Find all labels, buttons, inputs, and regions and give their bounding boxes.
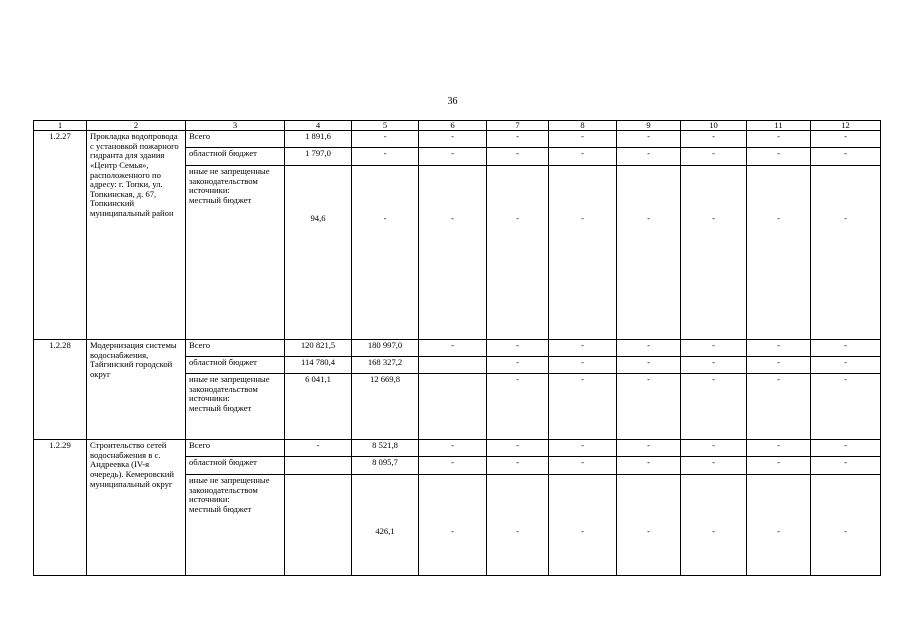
column-header: 7 bbox=[487, 121, 549, 131]
row-code: 1.2.28 bbox=[34, 340, 87, 440]
cell-dash: - bbox=[617, 148, 681, 166]
cell-dash: - bbox=[487, 475, 549, 576]
cell-dash: - bbox=[487, 374, 549, 440]
cell-dash: - bbox=[419, 340, 487, 357]
cell-dash: - bbox=[419, 440, 487, 457]
cell-dash: - bbox=[487, 340, 549, 357]
source-total: Всего bbox=[186, 131, 285, 148]
cell-value: 6 041,1 bbox=[285, 374, 352, 440]
cell-dash: - bbox=[681, 374, 747, 440]
column-header: 11 bbox=[747, 121, 811, 131]
cell-dash: - bbox=[549, 440, 617, 457]
row-code: 1.2.29 bbox=[34, 440, 87, 576]
cell-dash: - bbox=[681, 440, 747, 457]
cell-dash: - bbox=[617, 357, 681, 374]
cell-dash: - bbox=[549, 166, 617, 340]
source-regional: областной бюджет bbox=[186, 357, 285, 374]
column-header: 4 bbox=[285, 121, 352, 131]
cell-dash: - bbox=[747, 148, 811, 166]
cell-dash: - bbox=[617, 440, 681, 457]
row-code: 1.2.27 bbox=[34, 131, 87, 340]
cell-dash: - bbox=[419, 166, 487, 340]
cell-dash: - bbox=[747, 131, 811, 148]
cell-dash: - bbox=[549, 357, 617, 374]
cell-dash: - bbox=[747, 374, 811, 440]
cell-dash: - bbox=[487, 131, 549, 148]
cell-dash: - bbox=[419, 148, 487, 166]
row-name: Модернизация системы водоснабжения, Тайгинский городской округ bbox=[87, 340, 186, 440]
source-other bbox=[186, 166, 285, 340]
column-header: 10 bbox=[681, 121, 747, 131]
cell-dash: - bbox=[811, 475, 881, 576]
cell-dash: - bbox=[549, 340, 617, 357]
cell-dash: - bbox=[811, 166, 881, 340]
source-regional: областной бюджет bbox=[186, 457, 285, 475]
cell-dash: - bbox=[681, 148, 747, 166]
cell-dash: - bbox=[352, 166, 419, 340]
cell-dash: - bbox=[681, 131, 747, 148]
cell-value: 12 669,8 bbox=[352, 374, 419, 440]
cell-dash: - bbox=[681, 166, 747, 340]
cell-dash: - bbox=[747, 166, 811, 340]
cell-dash: - bbox=[487, 357, 549, 374]
source-other bbox=[186, 374, 285, 440]
cell-empty bbox=[285, 475, 352, 576]
cell-value: 1 891,6 bbox=[285, 131, 352, 148]
cell-dash: - bbox=[419, 457, 487, 475]
column-header: 8 bbox=[549, 121, 617, 131]
cell-value: 8 521,8 bbox=[352, 440, 419, 457]
cell-value: 8 095,7 bbox=[352, 457, 419, 475]
cell-dash: - bbox=[747, 357, 811, 374]
cell-empty bbox=[419, 374, 487, 440]
cell-dash: - bbox=[352, 131, 419, 148]
column-header: 3 bbox=[186, 121, 285, 131]
source-local-label: местный бюджет bbox=[189, 503, 252, 514]
column-header: 6 bbox=[419, 121, 487, 131]
cell-empty bbox=[419, 357, 487, 374]
cell-value: 168 327,2 bbox=[352, 357, 419, 374]
cell-dash: - bbox=[617, 131, 681, 148]
source-other-label: иные не запрещенные законодательством источники: bbox=[189, 475, 270, 505]
cell-dash: - bbox=[617, 340, 681, 357]
cell-dash: - bbox=[811, 148, 881, 166]
cell-dash: - bbox=[617, 475, 681, 576]
cell-dash: - bbox=[285, 440, 352, 457]
cell-dash: - bbox=[681, 457, 747, 475]
cell-dash: - bbox=[811, 340, 881, 357]
cell-dash: - bbox=[811, 131, 881, 148]
source-total: Всего bbox=[186, 340, 285, 357]
row-name: Строительство сетей водоснабжения в с. Андреевка (IV-я очередь). Кемеровский муниципальный округ bbox=[87, 440, 186, 576]
cell-dash: - bbox=[487, 148, 549, 166]
cell-empty bbox=[285, 457, 352, 475]
source-other bbox=[186, 475, 285, 576]
cell-dash: - bbox=[747, 440, 811, 457]
column-header: 2 bbox=[87, 121, 186, 131]
cell-dash: - bbox=[549, 148, 617, 166]
cell-dash: - bbox=[811, 357, 881, 374]
cell-value: 120 821,5 bbox=[285, 340, 352, 357]
cell-dash: - bbox=[811, 440, 881, 457]
column-header: 5 bbox=[352, 121, 419, 131]
cell-value: 426,1 bbox=[352, 475, 419, 576]
source-other-label: иные не запрещенные законодательством источники: bbox=[189, 374, 270, 404]
cell-dash: - bbox=[617, 166, 681, 340]
column-header: 1 bbox=[34, 121, 87, 131]
row-name: Прокладка водопровода с установкой пожарного гидранта для здания «Центр Семья», расположенного по адресу: г. Топки, ул. Топкинская, д. 67, Топкинский муниципальный район bbox=[87, 131, 186, 340]
cell-value: 114 780,4 bbox=[285, 357, 352, 374]
cell-dash: - bbox=[811, 374, 881, 440]
page-number: 36 bbox=[447, 96, 458, 107]
source-other-label: иные не запрещенные законодательством источники: bbox=[189, 166, 270, 196]
cell-value: 1 797,0 bbox=[285, 148, 352, 166]
cell-dash: - bbox=[352, 148, 419, 166]
cell-dash: - bbox=[617, 457, 681, 475]
cell-dash: - bbox=[487, 166, 549, 340]
cell-dash: - bbox=[747, 475, 811, 576]
column-header: 9 bbox=[617, 121, 681, 131]
source-regional: областной бюджет bbox=[186, 148, 285, 166]
cell-dash: - bbox=[811, 457, 881, 475]
source-total: Всего bbox=[186, 440, 285, 457]
cell-dash: - bbox=[617, 374, 681, 440]
cell-dash: - bbox=[549, 374, 617, 440]
cell-dash: - bbox=[549, 131, 617, 148]
column-header-row bbox=[34, 121, 881, 131]
cell-dash: - bbox=[487, 457, 549, 475]
table-row bbox=[34, 131, 881, 148]
column-header: 12 bbox=[811, 121, 881, 131]
cell-dash: - bbox=[419, 131, 487, 148]
cell-value: 180 997,0 bbox=[352, 340, 419, 357]
cell-dash: - bbox=[681, 340, 747, 357]
cell-dash: - bbox=[747, 457, 811, 475]
cell-dash: - bbox=[487, 440, 549, 457]
cell-value: 94,6 bbox=[285, 166, 352, 340]
table-row bbox=[34, 440, 881, 457]
cell-dash: - bbox=[419, 475, 487, 576]
cell-dash: - bbox=[681, 475, 747, 576]
source-local-label: местный бюджет bbox=[189, 402, 252, 413]
cell-dash: - bbox=[681, 357, 747, 374]
source-local-label: местный бюджет bbox=[189, 194, 252, 205]
cell-dash: - bbox=[549, 475, 617, 576]
cell-dash: - bbox=[549, 457, 617, 475]
budget-table bbox=[33, 120, 881, 576]
table-row bbox=[34, 340, 881, 357]
cell-dash: - bbox=[747, 340, 811, 357]
